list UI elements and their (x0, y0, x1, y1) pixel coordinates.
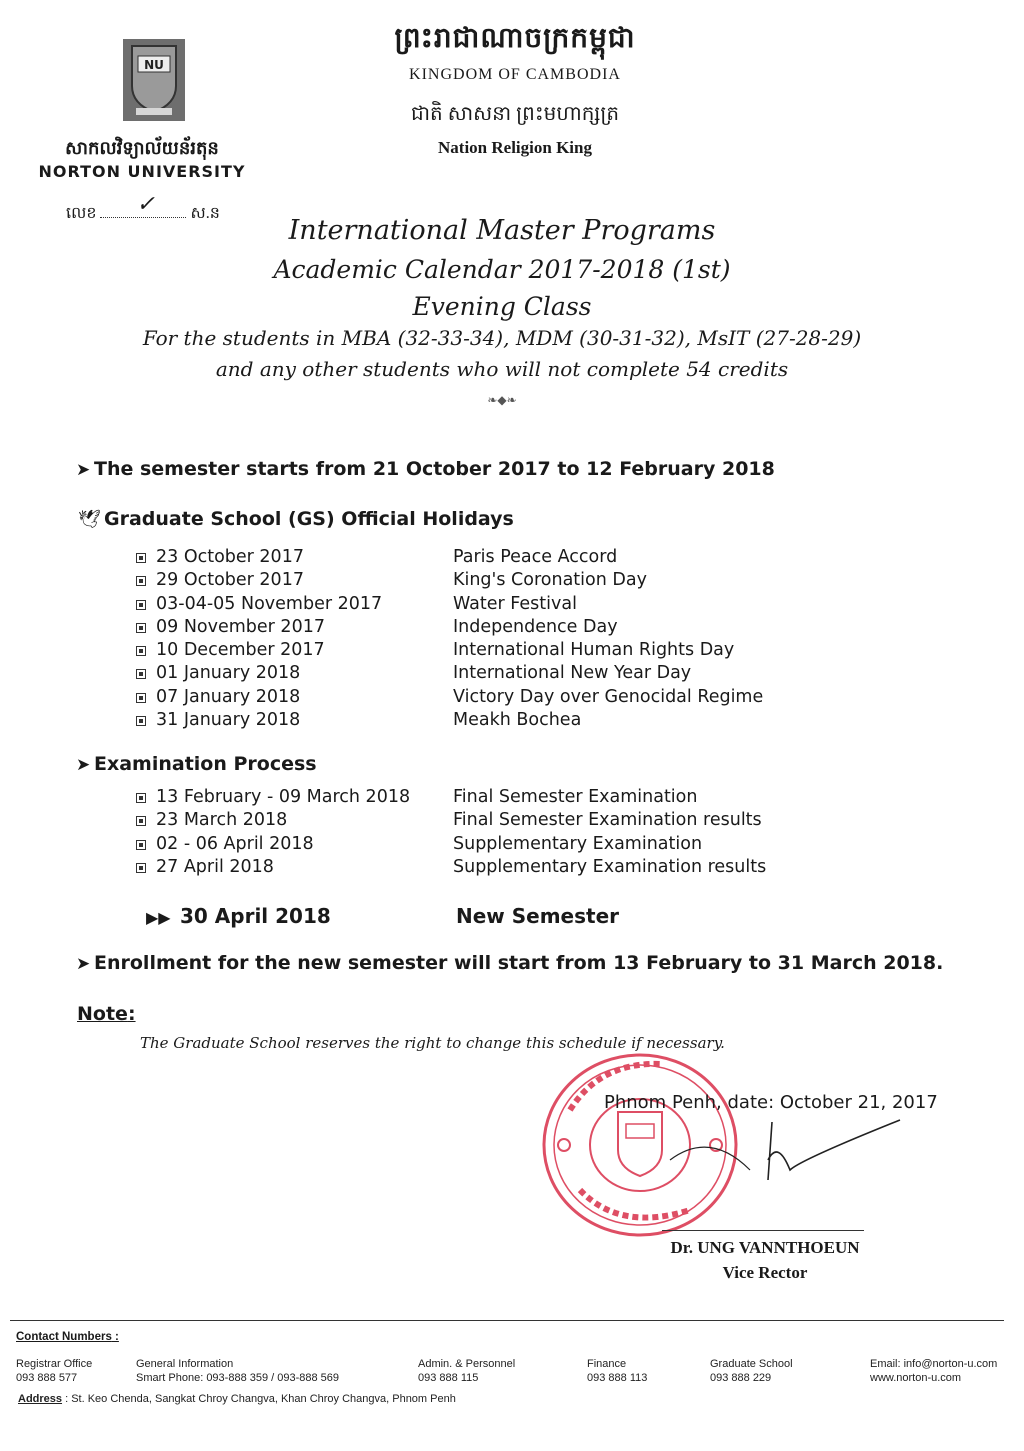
university-name-khmer: សាកលវិទ្យាល័យន័រតុន (65, 138, 219, 158)
checkbox-bullet-icon (136, 623, 146, 633)
checkbox-bullet-icon (136, 669, 146, 679)
signature-line (662, 1230, 864, 1231)
contact-registrar: Registrar Office 093 888 577 (16, 1358, 93, 1384)
checkbox-bullet-icon (136, 716, 146, 726)
dove-icon: 🕊 (78, 509, 101, 530)
checkbox-bullet-icon (136, 793, 146, 803)
place-and-date: Phnom Penh, date: October 21, 2017 (604, 1092, 938, 1113)
double-arrow-icon: ▶▶ (146, 908, 171, 927)
contact-finance: Finance 093 888 113 (587, 1358, 648, 1384)
semester-period: ➤ The semester starts from 21 October 2017 to 12 February 2018 (76, 458, 775, 480)
footer-divider (10, 1320, 1004, 1321)
svg-text:NU: NU (144, 58, 164, 72)
kingdom-title: KINGDOM OF CAMBODIA (409, 66, 621, 83)
signature-icon (650, 1100, 910, 1200)
arrow-bullet-icon: ➤ (76, 755, 91, 775)
signer-name: Dr. UNG VANNTHOEUN (670, 1238, 860, 1257)
ornament-divider-icon: ❧◆❧ (487, 393, 517, 407)
checkbox-bullet-icon (136, 840, 146, 850)
checkbox-bullet-icon (136, 553, 146, 563)
arrow-bullet-icon: ➤ (76, 460, 91, 480)
address: Address : St. Keo Chenda, Sangkat Chroy Changva, Khan Chroy Changva, Phnom Penh (18, 1393, 456, 1405)
new-semester-date: ▶▶ 30 April 2018 (146, 904, 331, 928)
university-logo-icon (122, 38, 186, 122)
calendar-title: Academic Calendar 2017-2018 (1st) (273, 255, 731, 284)
enrollment-notice: ➤ Enrollment for the new semester will start from 13 February to 31 March 2018. (76, 952, 944, 974)
holidays-heading: 🕊 Graduate School (GS) Official Holidays (78, 508, 514, 530)
students-line-2: and any other students who will not complete 54 credits (215, 357, 789, 381)
program-title: International Master Programs (288, 215, 716, 246)
motto-khmer: ជាតិ សាសនា ព្រះមហាក្សត្រ (410, 103, 620, 125)
checkbox-bullet-icon (136, 646, 146, 656)
students-line-1: For the students in MBA (32-33-34), MDM (30-31-32), MsIT (27-28-29) (142, 326, 862, 350)
motto-english: Nation Religion King (438, 138, 592, 157)
contact-graduate-school: Graduate School 093 888 229 (710, 1358, 793, 1384)
checkbox-bullet-icon (136, 693, 146, 703)
class-title: Evening Class (412, 292, 592, 321)
note-text: The Graduate School reserves the right to change this schedule if necessary. (140, 1034, 725, 1052)
arrow-bullet-icon: ➤ (76, 954, 91, 974)
contact-general: General Information Smart Phone: 093-888 359 / 093-888 569 (136, 1358, 340, 1384)
checkbox-bullet-icon (136, 600, 146, 610)
checkmark-icon: ✓ (136, 191, 155, 216)
university-name: NORTON UNIVERSITY (38, 162, 246, 181)
checkbox-bullet-icon (136, 863, 146, 873)
exam-heading: ➤ Examination Process (76, 753, 317, 775)
reference-prefix: លេខ (66, 205, 97, 222)
contact-email[interactable]: Email: info@norton-u.com www.norton-u.com (870, 1358, 998, 1384)
note-label: Note: (77, 1003, 136, 1025)
new-semester-label: New Semester (456, 904, 620, 928)
checkbox-bullet-icon (136, 576, 146, 586)
kingdom-khmer-title: ព្រះរាជាណាចក្រកម្ពុជា (394, 23, 636, 54)
reference-suffix: ស.ន (190, 205, 220, 222)
checkbox-bullet-icon (136, 816, 146, 826)
contact-admin: Admin. & Personnel 093 888 115 (418, 1358, 516, 1384)
contact-heading: Contact Numbers : (16, 1331, 119, 1343)
signer-title: Vice Rector (722, 1263, 808, 1282)
